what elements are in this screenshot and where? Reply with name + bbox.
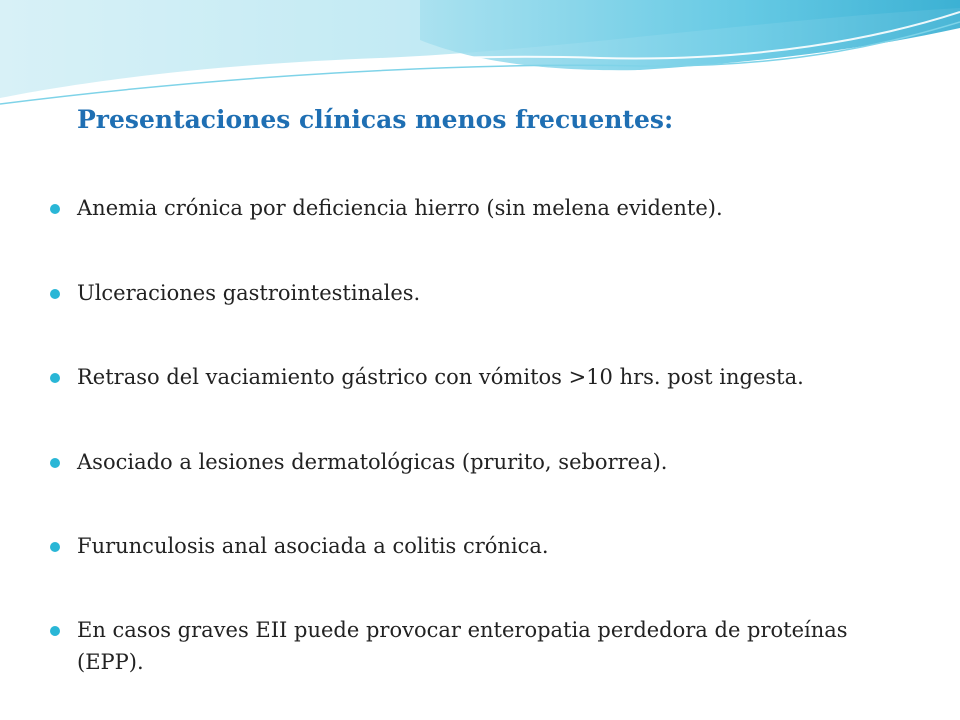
bullet-dot-icon — [50, 542, 60, 552]
bullet-dot-icon — [50, 289, 60, 299]
list-item-text: Asociado a lesiones dermatológicas (prurito, seborrea). — [77, 450, 668, 474]
bullet-dot-icon — [50, 626, 60, 636]
list-item-text: Ulceraciones gastrointestinales. — [77, 281, 421, 305]
list-item-text: En casos graves EII puede provocar enteropatia perdedora de proteínas (EPP). — [77, 618, 848, 674]
list-item-text: Furunculosis anal asociada a colitis crónica. — [77, 534, 549, 558]
list-item-text: Retraso del vaciamiento gástrico con vómitos >10 hrs. post ingesta. — [77, 365, 804, 389]
list-item-text: Anemia crónica por deficiencia hierro (sin melena evidente). — [77, 196, 723, 220]
bullet-dot-icon — [50, 458, 60, 468]
bullet-dot-icon — [50, 373, 60, 383]
slide-title: Presentaciones clínicas menos frecuentes: — [77, 105, 674, 134]
bullet-dot-icon — [50, 204, 60, 214]
